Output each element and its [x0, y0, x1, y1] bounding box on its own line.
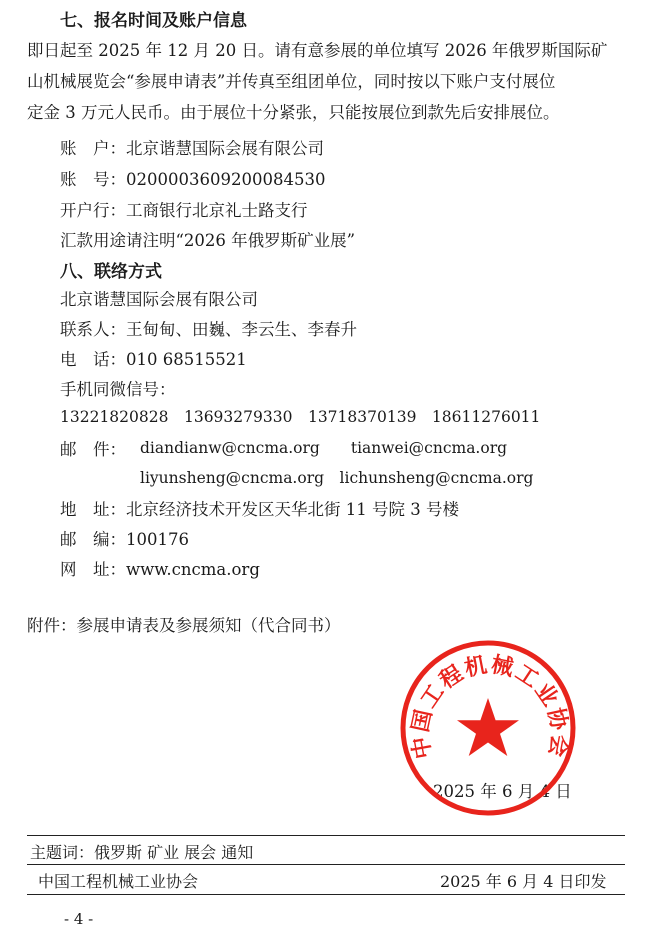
- paragraph-line-1: 即日起至 2025 年 12 月 20 日。请有意参展的单位填写 2026 年俄罗斯国际矿: [27, 41, 608, 60]
- account-name: 账 户：北京谐慧国际会展有限公司: [60, 139, 324, 158]
- seal-text: 中国工程机械工业协会: [408, 652, 572, 761]
- official-seal: [398, 638, 578, 818]
- mobile-numbers: 13221820828 13693279330 13718370139 18611276011: [60, 408, 541, 426]
- mobile-label: 手机同微信号：: [60, 380, 176, 399]
- issuer-name: 中国工程机械工业协会: [38, 872, 199, 891]
- account-number: 账 号：0200003609200084530: [60, 170, 326, 189]
- issue-date: 2025 年 6 月 4 日印发: [440, 872, 607, 891]
- contact-persons: 联系人：王甸甸、田巍、李云生、李春升: [60, 320, 357, 339]
- subject-keywords: 主题词：俄罗斯 矿业 展会 通知: [30, 843, 254, 862]
- email-label: 邮 件：: [60, 440, 126, 459]
- contact-company: 北京谐慧国际会展有限公司: [60, 290, 258, 309]
- contact-address: 地 址：北京经济技术开发区天华北街 11 号院 3 号楼: [60, 500, 459, 519]
- contact-phone: 电 话：010 68515521: [60, 350, 247, 369]
- contact-website: 网 址：www.cncma.org: [60, 560, 260, 579]
- page-number: - 4 -: [64, 910, 94, 928]
- section-7-heading: 七、报名时间及账户信息: [60, 11, 247, 31]
- seal-graphic: [398, 638, 578, 818]
- footer-rule-bottom: [27, 894, 625, 895]
- account-bank: 开户行：工商银行北京礼士路支行: [60, 201, 308, 220]
- seal-star-icon: [457, 698, 519, 756]
- remittance-note: 汇款用途请注明“2026 年俄罗斯矿业展”: [60, 231, 356, 250]
- email-row-1: diandianw@cncma.org tianwei@cncma.org: [140, 439, 508, 457]
- attachment-line: 附件：参展申请表及参展须知（代合同书）: [27, 616, 341, 635]
- section-8-heading: 八、联络方式: [60, 262, 162, 282]
- paragraph-line-2: 山机械展览会“参展申请表”并传真至组团单位，同时按以下账户支付展位: [27, 72, 556, 91]
- contact-postcode: 邮 编：100176: [60, 530, 189, 549]
- signature-date: 2025 年 6 月 4 日: [433, 782, 572, 801]
- email-row-2: liyunsheng@cncma.org lichunsheng@cncma.org: [140, 469, 534, 487]
- footer-rule-middle: [27, 864, 625, 865]
- paragraph-line-3: 定金 3 万元人民币。由于展位十分紧张，只能按展位到款先后安排展位。: [27, 103, 560, 122]
- footer-rule-top: [27, 835, 625, 836]
